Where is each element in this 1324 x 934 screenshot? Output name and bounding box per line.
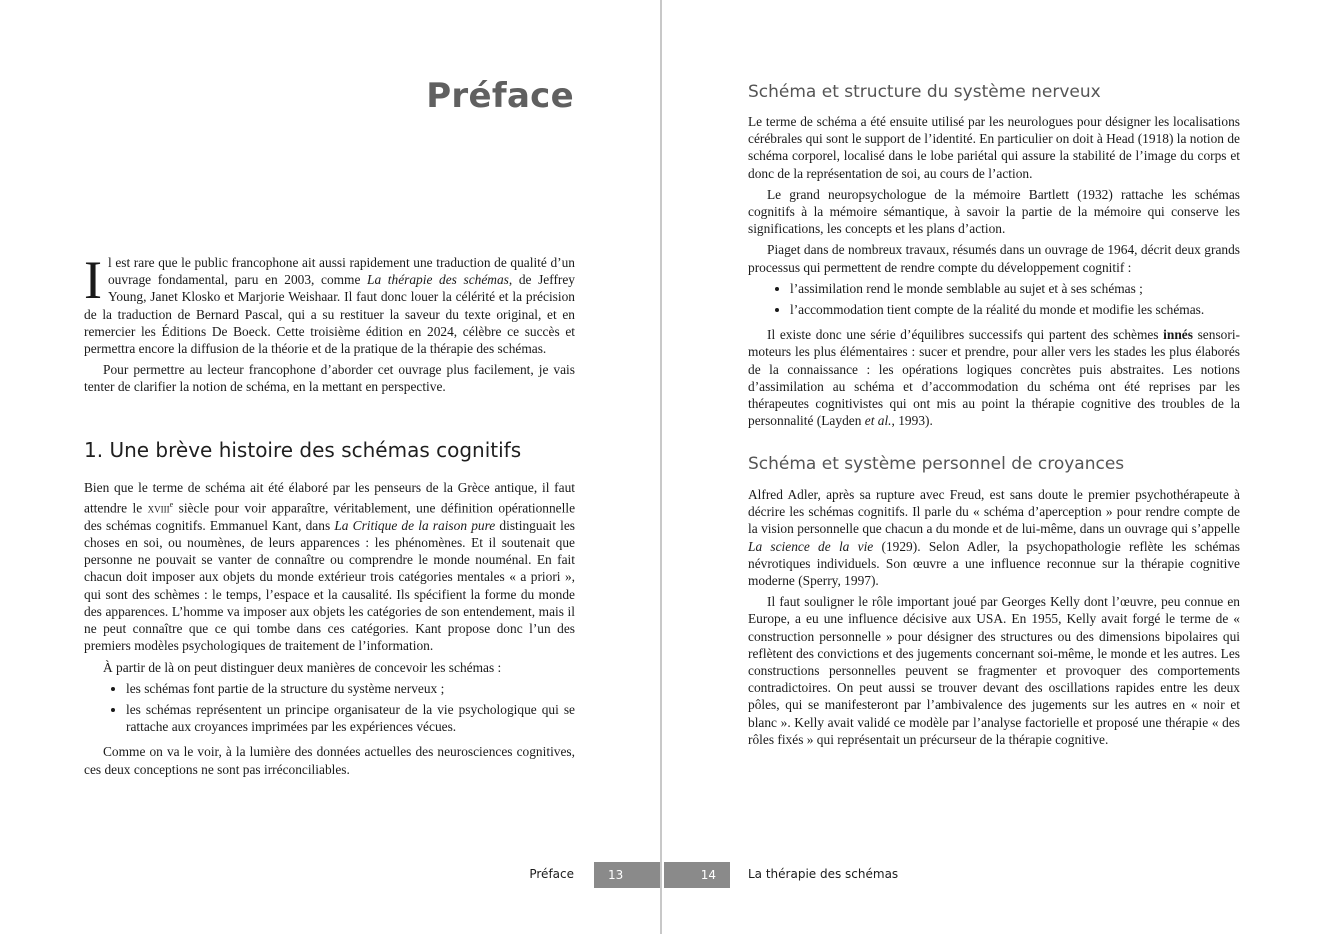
intro-p1-part-1: l est rare que le public francophone ait aussi rapidement une traduction de qualité d’un ouvrage fondamental, paru en 2003, comme [107,255,575,288]
list-item: • l’assimilation rend le monde semblable au sujet et à ses schémas ; [790,280,1240,297]
section-p1-part-1: Bien que le terme de schéma ait été élaboré par les penseurs de la Grèce antique, il faut attendre le [84,480,575,516]
section-heading: 1. Une brève histoire des schémas cognitifs [84,438,522,462]
sub1-p4-part-2: sensori-moteurs les plus élémentaires : sucer et prendre, pour aller vers les stades les plus élaborés de la connaissance : les opérations logiques concrètes puis abstraites. Les notions d’assimilation au schéma et d’accommodation du schéma ont été reprises par les thérapeutes cognitivistes qui ont mis au point la thérapie cognitive des troubles de la personnalité (Layden [748,327,1240,429]
book-gutter [660,0,662,934]
innes-bold: innés [1163,327,1193,343]
nervous-system-body [748,113,1240,429]
kant-book-title: La Critique de la raison pure [334,517,496,533]
sub2-p1-part-2: (1929). Selon Adler, la psychopathologie reflète les schémas névrotiques individuels. Son œuvre a une influence reconnue sur la thérapie cognitive moderne (Sperry, 1997). [748,538,1240,589]
section-paragraph-3: Comme on va le voir, à la lumière des données actuelles des neurosciences cognitives, ces deux conceptions ne sont pas irréconciliables. [84,744,575,777]
sub1-p4-part-1: Il existe donc une série d’équilibres successifs qui partent des schèmes [767,327,1164,343]
section-paragraph-1 [84,479,575,655]
chapter-title: Préface [426,76,574,116]
section-p1-part-3: distinguait les choses en soi, ou noumènes, de leurs apparences : les phénomènes. Et il soutenait que personne ne pouvait se vanter de connaître ou comprendre le monde nouménal. En fait chacun doit imposer aux objets du monde extérieur trois catégories mentales « a priori », qui sont des schèmes : le temps, l’espace et la causalité. Ils spécifient la forme du monde des apparences. L’homme va imposer aux objets les catégories de son entendement, mais il ne peut connaître que ce qui tombe dans ces catégories. Kant propose donc l’un des premiers modèles psychologiques de traitement de l’information. [84,517,575,654]
intro-paragraph-1 [84,250,575,357]
sub2-p1-part-1: Alfred Adler, après sa rupture avec Freud, est sans doute le premier psychothérapeute à décrire les schémas cognitifs. Il parle du « schéma d’aperception » pour rendre compte de la vision personnelle que chacun a du monde et de lui-même, dans un ouvrage qui s’appelle [748,487,1240,537]
sub1-p4-part-3: , 1993). [891,413,933,429]
belief-system-body [748,486,1240,748]
section-body [84,479,575,778]
subheading-nervous-system: Schéma et structure du système nerveux [748,82,1101,102]
running-footer-right: La thérapie des schémas [748,867,899,881]
section-paragraph-2: À partir de là on peut distinguer deux manières de concevoir les schémas : [103,659,502,675]
page-number-left: 13 [594,862,660,888]
drop-cap: I [84,250,102,310]
book-title-italic: La thérapie des schémas [367,272,509,288]
sub1-paragraph-2: Le grand neuropsychologue de la mémoire Bartlett (1932) rattache les schémas cognitifs à la mémoire sémantique, à savoir la partie de la mémoire qui conserve les significations, les concepts et les plans d’action. [748,186,1240,237]
intro-paragraph-2: Pour permettre au lecteur francophone d’aborder cet ouvrage plus facilement, je vais tenter de clarifier la notion de schéma, en la mettant en perspective. [84,362,575,395]
adler-book-title: La science de la vie [748,538,874,554]
et-al-italic: et al. [864,413,892,429]
intro-p1-part-2: , de Jeffrey Young, Janet Klosko et Marjorie Weishaar. Il faut donc louer la célérité et la précision de la traduction de Bernard Pascal, qui a su restituer la saveur du texte original, et en remercier les Éditions De Boeck. Cette troisième édition en 2024, célèbre ce succès et permettra encore la diffusion de la théorie et de la pratique de la thérapie des schémas. [84,272,575,357]
list-item: • les schémas font partie de la structure du système nerveux ; [126,680,575,697]
left-page [0,0,660,934]
century-superscript: e [169,500,174,510]
section-p1-part-2: siècle pour voir apparaître, véritablement, une définition opérationnelle des schémas cognitifs. Emmanuel Kant, dans [84,500,576,533]
running-footer-left: Préface [529,867,574,881]
page-number-right: 14 [664,862,730,888]
subheading-belief-system: Schéma et système personnel de croyances [748,454,1125,474]
sub1-paragraph-1: Le terme de schéma a été ensuite utilisé par les neurologues pour désigner les localisations cérébrales qui sont le support de l’identité. En particulier on doit à Head (1918) la notion de schéma corporel, localisé dans le lobe pariétal qui assure la stabilité de l’image du corps et donc de la représentation de soi, au cours de l’action. [748,114,1240,181]
preface-intro [84,250,575,396]
sub1-paragraph-3: Piaget dans de nombreux travaux, résumés dans un ouvrage de 1964, décrit deux grands processus qui permettent de rendre compte du développement cognitif : [748,242,1240,275]
list-item: • les schémas représentent un principe organisateur de la vie psychologique qui se rattache aux croyances imprimées par les expériences vécues. [126,701,575,735]
list-item: • l’accommodation tient compte de la réalité du monde et modifie les schémas. [790,301,1240,318]
sub2-paragraph-1 [748,486,1240,589]
right-page [664,0,1324,934]
sub1-paragraph-4 [748,326,1240,429]
schema-bullet-list [84,680,575,736]
sub2-paragraph-2: Il faut souligner le rôle important joué par Georges Kelly dont l’œuvre, peu connue en Europe, a eu une influence décisive aux USA. En 1955, Kelly avait forgé le terme de « construction personnelle » pour désigner des structures ou des dimensions bipolaires qui reflètent des convictions et des jugements concernant soi-même, le monde et les autres. Les constructions personnelles peuvent se fragmenter et provoquer des comportements contradictoires. On peut aussi se trouver devant des oscillations rapides entre les deux pôles, qui se manifesteront par l’ambivalence des jugements sur les autres en « noir et blanc ». Kelly avait validé ce modèle par l’analyse factorielle et proposé une thérapie « des rôles fixés » qui représentait un précurseur de la thérapie cognitive. [748,594,1240,747]
piaget-bullet-list [748,280,1240,318]
century-numeral: xviii [147,500,170,516]
